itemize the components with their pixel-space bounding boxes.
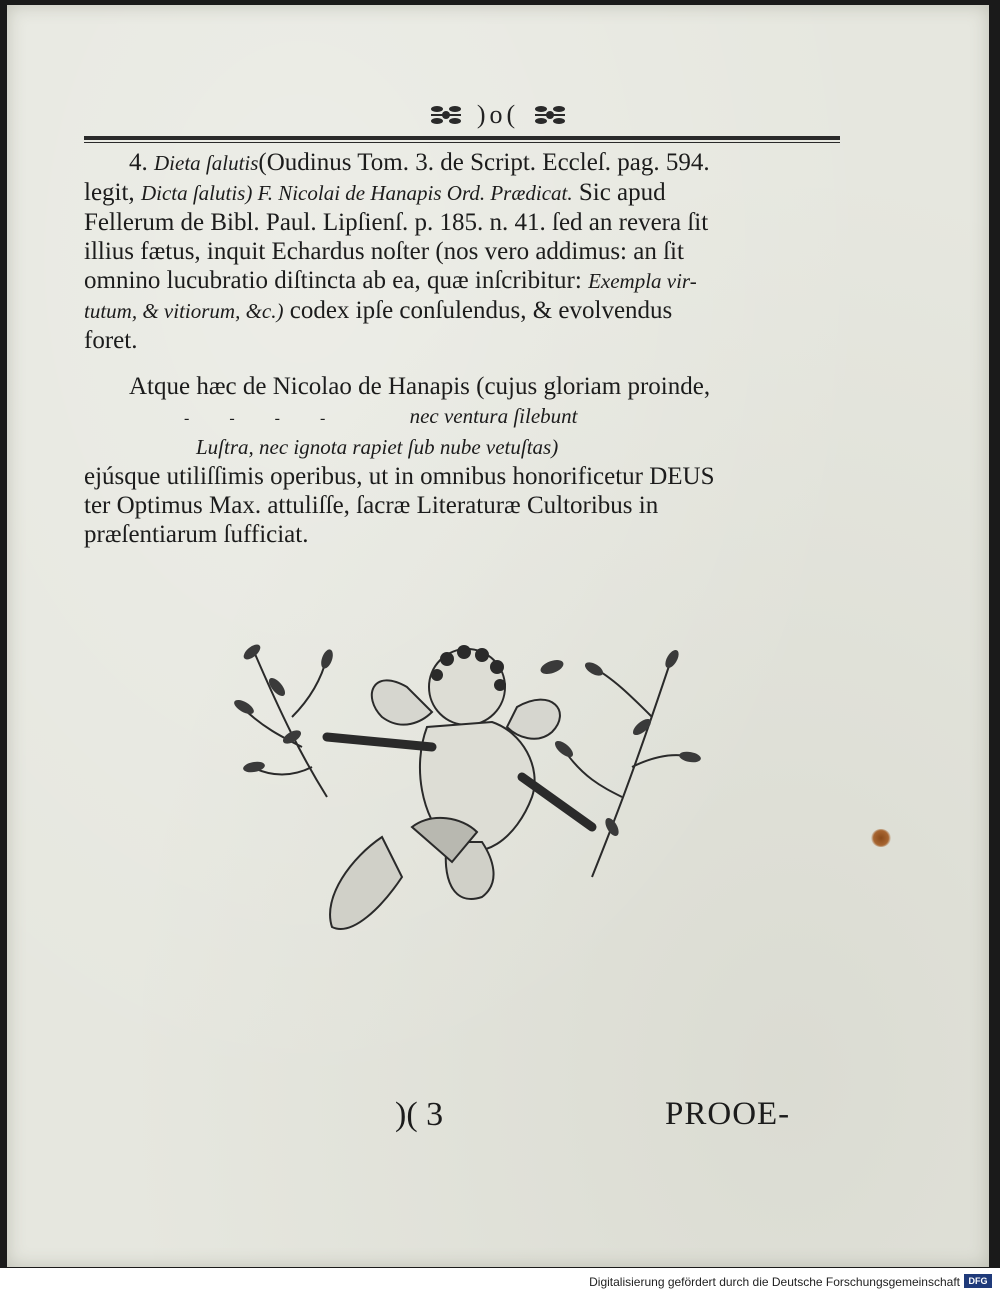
header-rule xyxy=(84,136,840,140)
conclusion-line: ter Optimus Max. attuliſſe, ſacræ Literaturæ Cultoribus in xyxy=(84,492,659,519)
note-line: Fellerum de Bibl. Paul. Lipſienſ. p. 185. n. 41. ſed an revera ſit xyxy=(84,209,709,236)
note-line: illius fætus, inquit Echardus noſter (nos vero addimus: an ſit xyxy=(84,238,684,265)
footnote-paragraph xyxy=(84,148,841,355)
fleuron-left-icon xyxy=(429,101,463,129)
note-line: 4. Dieta ſalutis(Oudinus Tom. 3. de Script. Eccleſ. pag. 594. xyxy=(129,149,710,176)
note-line: legit, Dicta ſalutis) F. Nicolai de Hanapis Ord. Prædicat. Sic apud xyxy=(84,179,666,206)
note-line: tutum, & vitiorum, &c.) codex ipſe conſulendus, & evolvendus xyxy=(84,297,673,324)
text-block xyxy=(84,148,841,549)
paper-stain xyxy=(871,829,891,847)
note-line: foret. xyxy=(84,327,138,354)
cherub-vignette-icon xyxy=(232,627,702,947)
signature-mark: )( 3 xyxy=(395,1096,444,1133)
book-page xyxy=(7,5,989,1267)
conclusion-line: ejúsque utiliſſimis operibus, ut in omnibus honorificetur DEUS xyxy=(84,463,715,490)
running-head xyxy=(7,98,989,132)
conclusion-paragraph xyxy=(84,372,841,549)
header-rule-thin xyxy=(84,142,840,143)
dfg-credit: Digitalisierung gefördert durch die Deutsche Forschungsgemeinschaft xyxy=(589,1275,960,1289)
verse-line: Luſtra, nec ignota rapiet ſub nube vetuſtas) xyxy=(196,435,559,459)
fleuron-right-icon xyxy=(533,101,567,129)
note-line: omnino lucubratio diſtincta ab ea, quæ inſcribitur: Exempla vir- xyxy=(84,267,697,294)
verse-text: nec ventura ſilebunt xyxy=(409,404,578,428)
elision-dashes: - - - - xyxy=(184,410,344,427)
running-head-text: )o( xyxy=(476,100,520,129)
footer-bar xyxy=(0,1268,1000,1295)
verse-line xyxy=(84,401,841,433)
conclusion-line: Atque hæc de Nicolao de Hanapis (cujus gloriam proinde, xyxy=(129,373,711,400)
dfg-logo-icon: DFG xyxy=(964,1274,992,1288)
conclusion-line: præſentiarum ſufficiat. xyxy=(84,521,309,548)
catchword: PROOE- xyxy=(665,1096,791,1132)
